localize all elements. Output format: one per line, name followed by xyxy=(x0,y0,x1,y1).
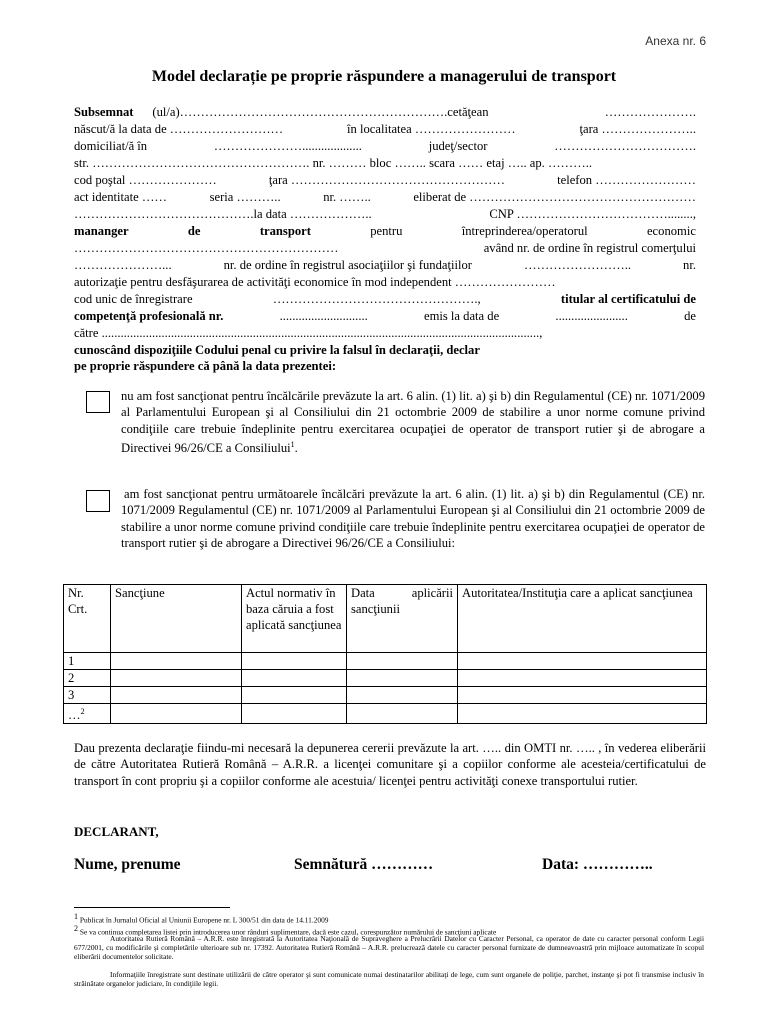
cell[interactable] xyxy=(458,687,707,704)
trade-register-field[interactable]: …………………... xyxy=(74,258,172,272)
cell[interactable] xyxy=(111,704,242,724)
form-line-9 xyxy=(74,240,696,257)
cell[interactable] xyxy=(111,687,242,704)
cell[interactable] xyxy=(242,687,347,704)
table-row xyxy=(64,653,707,670)
annex-label: Anexa nr. 6 xyxy=(645,34,706,48)
name-label: Nume, prenume xyxy=(74,856,181,873)
date-label: Data: ………….. xyxy=(542,856,653,873)
row-number: 2 xyxy=(64,670,111,687)
footnote-data-protection: Autoritatea Rutieră Română – A.R.R. este înregistrată la Autoritatea Naţională de Supraveghere a Prelucrării Datelor cu Caracter Personal, ca operator de date cu caracter personal conform Legii 677/2001, cu modificările şi completările ulterioare sub nr. 17392. Autoritatea Rutieră Română – A.R.R. prelucrează datele cu caracter personal furnizate de dumneavoastră prin mijloace automatizate în scopul eliberării documentelor solicitate. xyxy=(74,934,704,961)
signature-label: Semnătură ………… xyxy=(294,856,434,873)
footnote-information-use: Informaţiile înregistrate sunt destinate utilizării de către operator şi sunt comunicate numai destinatarilor abilitaţi de lege, cum sunt organele de poliţie, parchet, instanţe şi pot fi transmise inclusiv în străinătate organelor judiciare, în condiţiile legii. xyxy=(74,970,704,988)
subsemnat-label: Subsemnat xyxy=(74,105,134,119)
association-register-label: nr. de ordine în registrul asociaţiilor şi fundaţiilor xyxy=(223,258,472,272)
footnote-1 xyxy=(74,912,704,924)
row-number: 1 xyxy=(64,653,111,670)
domicile-label: domiciliat/ă în xyxy=(74,139,148,153)
cell[interactable] xyxy=(111,653,242,670)
footnote-1-text: Publicat în Jurnalul Oficial al Uniunii Europene nr. L 300/51 din data de 14.11.2009 xyxy=(79,915,329,925)
cell[interactable] xyxy=(458,670,707,687)
table-row xyxy=(64,670,707,687)
option1-end: . xyxy=(294,441,298,456)
operator-word: întreprinderea/operatorul xyxy=(461,224,588,238)
authorization-field[interactable]: autorizaţie pentru desfăşurarea de activităţi economice în mod independent …………………… xyxy=(74,275,556,289)
cell[interactable] xyxy=(242,653,347,670)
option-sanctioned-text: am fost sancţionat pentru următoarele încălcări prevăzute la art. 6 alin. (1) lit. a) şi b) din Regulamentul (CE) nr. 1071/2009 Regulamentul (CE) nr. 1071/2009 al Parlamentului European şi al Consiliului din 21 octombrie 2009 de stabilire a unor norme comune privind condiţiile care trebuie îndeplinite pentru exercitarea ocupaţiei de operator de transport rutier şi de abrogare a Directivei 96/26/CE a Consiliului: xyxy=(121,487,705,551)
page-title: Model declarație pe proprie răspundere a managerului de transport xyxy=(151,68,617,85)
domicile-field[interactable]: …………………................... xyxy=(213,139,362,153)
cell[interactable] xyxy=(242,670,347,687)
de-label: de xyxy=(684,309,696,323)
pentru-word: pentru xyxy=(370,224,403,238)
criminal-code-statement xyxy=(74,342,696,359)
cell[interactable] xyxy=(347,653,458,670)
phone-field[interactable]: telefon …………………… xyxy=(557,173,696,187)
birth-locality-field[interactable]: în localitatea …………………… xyxy=(347,122,516,136)
id-type-field[interactable]: act identitate …… xyxy=(74,190,168,204)
country-field[interactable]: ţara …………………………………………… xyxy=(268,173,505,187)
form-line-12 xyxy=(74,291,696,308)
cell[interactable] xyxy=(111,670,242,687)
cell[interactable] xyxy=(458,653,707,670)
option-sanctioned-checkbox[interactable] xyxy=(86,490,110,512)
certificate-holder-label: titular al certificatului de xyxy=(560,292,696,306)
issued-date-field[interactable]: ....................... xyxy=(555,309,628,323)
option-not-sanctioned-checkbox[interactable] xyxy=(86,391,110,413)
trade-register-label: având nr. de ordine în registrul comerţului xyxy=(483,241,696,255)
form-line-5 xyxy=(74,172,696,189)
footnote-ref-2: 2 xyxy=(80,707,85,716)
criminal-code-text: cunoscând dispoziţiile Codului penal cu privire la falsul în declaraţii, declar xyxy=(74,343,480,357)
id-series-field[interactable]: seria ……….. xyxy=(209,190,281,204)
manager-word: mananger xyxy=(74,224,129,238)
company-name-field[interactable]: ……………………………………………………… xyxy=(74,241,339,255)
form-line-10 xyxy=(74,257,696,274)
competence-label: competenţă profesională nr. xyxy=(74,309,224,323)
header-nr-crt: Nr. Crt. xyxy=(64,585,111,653)
id-number-field[interactable]: nr. …….. xyxy=(323,190,371,204)
birth-date-field[interactable]: născut/ă la data de ……………………… xyxy=(74,122,284,136)
footnote-1-number: 1 xyxy=(74,912,78,921)
form-line-1 xyxy=(74,104,696,121)
county-field[interactable]: ……………………………. xyxy=(554,139,696,153)
header-data-aplicarii: Data aplicării sancţiunii xyxy=(347,585,458,653)
header-act-normativ: Actul normativ în baza căruia a fost aplicată sancţiunea xyxy=(242,585,347,653)
citizenship-field[interactable]: …………………. xyxy=(604,105,696,119)
certificate-number-field[interactable]: ............................ xyxy=(279,309,368,323)
form-line-7 xyxy=(74,206,696,223)
header-autoritatea: Autoritatea/Instituţia care a aplicat sancţiunea xyxy=(458,585,707,653)
footnote-divider xyxy=(74,907,230,908)
row-ellipsis: … xyxy=(68,708,81,723)
postal-code-field[interactable]: cod poştal ………………… xyxy=(74,173,217,187)
closing-paragraph: Dau prezenta declaraţie fiindu-mi necesară la depunerea cererii prevăzute la art. ….. din OMTI nr. ….. , în vederea eliberării de către Autoritatea Rutieră Română – A.R.R. a licenţei comunitare şi a copiilor conforme ale acesteia/certificatului de transport în cont propriu şi a copiilor conforme ale acestuia/ licenţei pentru activităţi conexe transportului rutier. xyxy=(74,741,706,788)
form-line-2 xyxy=(74,121,696,138)
name-field[interactable]: (ul/a)……………………………………………………….cetăţean xyxy=(152,105,489,119)
form-line-8 xyxy=(74,223,696,240)
cui-field[interactable]: …………………………………………., xyxy=(272,292,481,306)
header-sanctiune: Sancţiune xyxy=(111,585,242,653)
cell[interactable] xyxy=(347,687,458,704)
declaration-statement: pe proprie răspundere că până la data prezentei: xyxy=(74,359,337,373)
transport-word: transport xyxy=(259,224,311,238)
form-line-3 xyxy=(74,138,696,155)
declarant-label: DECLARANT, xyxy=(74,824,159,839)
footnote-2-number: 2 xyxy=(74,924,78,933)
table-header-row xyxy=(64,585,707,653)
cnp-field[interactable]: CNP ………………………………........, xyxy=(489,207,696,221)
association-register-field[interactable]: …………………….. xyxy=(523,258,632,272)
county-label: judeţ/sector xyxy=(428,139,488,153)
address-field[interactable]: str. ……………………………………………. nr. ……… bloc …….. scara …… etaj ….. ap. ……….. xyxy=(74,156,593,170)
nr-label: nr. xyxy=(683,258,696,272)
table-row xyxy=(64,704,707,724)
footnote-ref-1: 1 xyxy=(290,440,295,450)
row-number: 3 xyxy=(64,687,111,704)
footnote-2-text: Se va continua completarea listei prin introducerea unor rânduri suplimentare, dacă este cazul, corespunzător numărului de sancţiuni aplicate xyxy=(79,927,497,937)
cell[interactable] xyxy=(347,704,458,724)
issued-date-label: emis la data de xyxy=(424,309,500,323)
economic-word: economic xyxy=(646,224,696,238)
option-not-sanctioned-text xyxy=(121,388,705,457)
form-line-6 xyxy=(74,189,696,206)
issuer-field[interactable]: către ..........................................................................................................................................., xyxy=(74,326,543,340)
table-row xyxy=(64,687,707,704)
cell[interactable] xyxy=(347,670,458,687)
id-issuer-field[interactable]: eliberat de ……………………………………………… xyxy=(413,190,696,204)
row-number xyxy=(64,704,111,724)
sanctions-table xyxy=(63,584,707,724)
cell[interactable] xyxy=(242,704,347,724)
cui-label: cod unic de înregistrare xyxy=(74,292,193,306)
birth-country-field[interactable]: ţara ………………….. xyxy=(579,122,696,136)
option1-text: nu am fost sancţionat pentru încălcările prevăzute la art. 6 alin. (1) lit. a) şi b) din Regulamentul (CE) nr. 1071/2009 al Parlamentului European şi al Consiliului din 21 octombrie 2009 de stabilire a unor norme comune privind condiţiile care trebuie îndeplinite pentru exercitarea ocupaţiei de operator de transport rutier şi de abrogare a Directivei 96/26/CE a Consiliului xyxy=(121,389,705,456)
id-issue-date-field[interactable]: …………………………………….la data ……………….. xyxy=(74,207,372,221)
de-word: de xyxy=(187,224,201,238)
cell[interactable] xyxy=(458,704,707,724)
form-line-13 xyxy=(74,308,696,325)
